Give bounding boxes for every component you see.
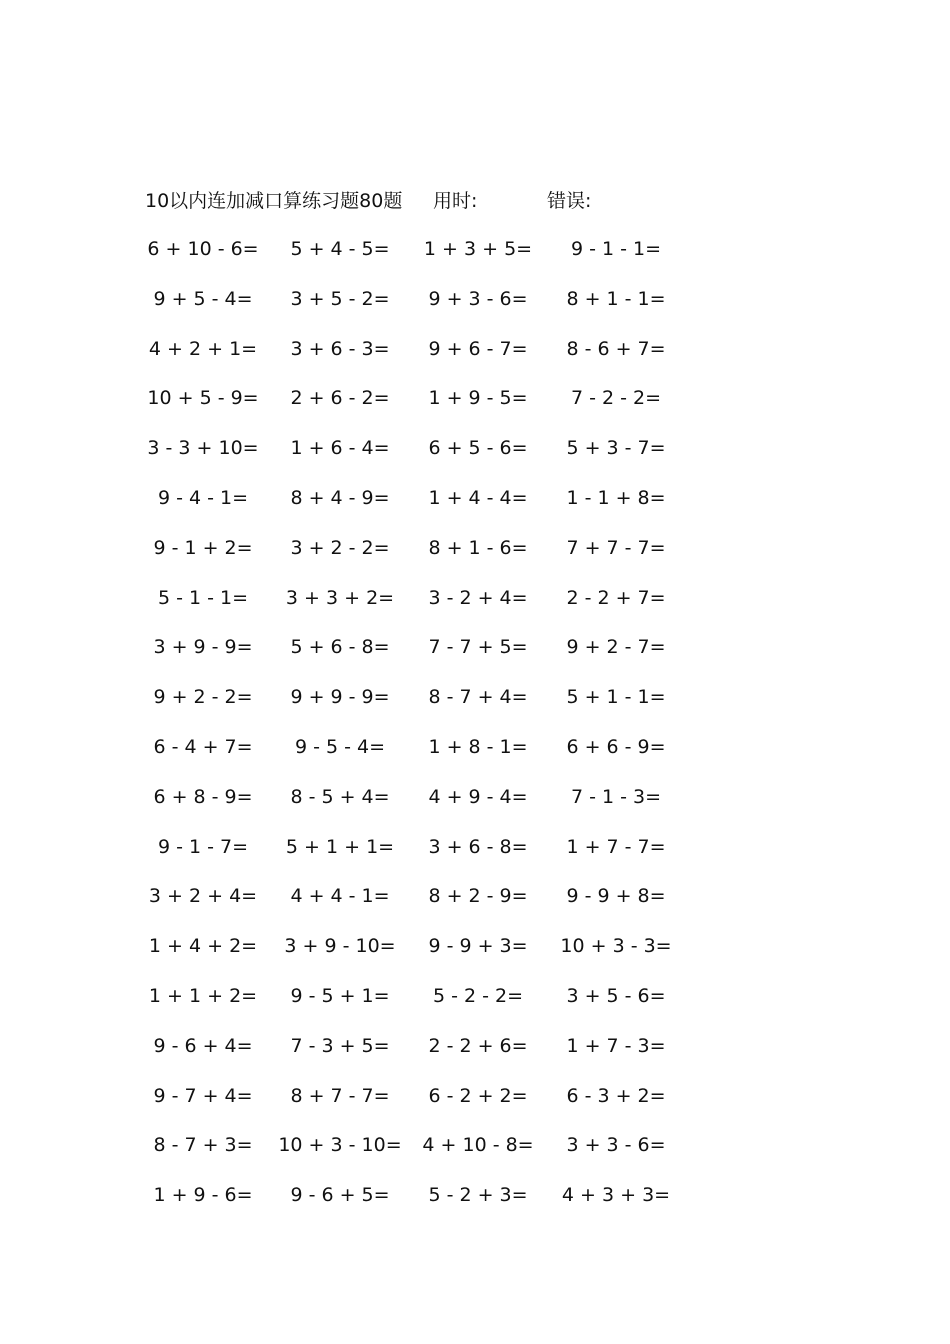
math-problem: 5 - 2 - 2= <box>432 985 524 1007</box>
math-problem: 9 + 6 - 7= <box>428 337 528 360</box>
math-problem: 1 + 1 + 2= <box>148 985 258 1007</box>
math-problem: 3 + 6 - 3= <box>290 337 390 360</box>
math-problem: 8 - 7 + 3= <box>153 1134 253 1157</box>
math-problem: 1 + 8 - 1= <box>428 736 528 758</box>
math-problem: 9 - 4 - 1= <box>157 487 249 509</box>
math-problem: 8 - 7 + 4= <box>428 686 528 709</box>
math-problem: 5 + 4 - 5= <box>290 238 390 260</box>
math-problem: 8 + 1 - 6= <box>428 536 528 559</box>
math-problem: 9 - 1 - 1= <box>570 238 662 260</box>
math-problem: 7 - 1 - 3= <box>570 785 662 808</box>
worksheet-title: 10以内连加减口算练习题80题 <box>145 190 403 212</box>
math-problem: 8 + 1 - 1= <box>566 287 666 310</box>
math-problem: 9 - 9 + 8= <box>566 885 666 908</box>
math-problem: 10 + 5 - 9= <box>147 387 259 410</box>
math-problem: 6 + 8 - 9= <box>153 785 253 808</box>
math-problem: 10 + 3 - 10= <box>278 1134 402 1157</box>
math-problem: 1 + 4 + 2= <box>148 935 258 958</box>
math-problem: 5 + 1 + 1= <box>285 835 395 858</box>
math-problem: 3 + 6 - 8= <box>428 835 528 858</box>
math-problem: 3 + 2 + 4= <box>148 885 258 908</box>
math-problem: 5 + 6 - 8= <box>290 636 390 659</box>
math-problem: 9 + 3 - 6= <box>428 287 528 310</box>
math-problem: 4 + 4 - 1= <box>290 885 390 908</box>
math-problem: 3 + 5 - 2= <box>290 287 390 310</box>
math-problem: 1 + 7 - 3= <box>566 1034 666 1057</box>
math-problem: 5 + 3 - 7= <box>566 437 666 460</box>
math-problem: 9 - 1 + 2= <box>153 536 253 559</box>
math-problem: 9 - 9 + 3= <box>428 935 528 958</box>
time-used-label: 用时: <box>433 190 478 212</box>
math-problem: 6 - 3 + 2= <box>566 1084 666 1107</box>
math-problem: 3 - 3 + 10= <box>147 437 259 460</box>
math-problem: 9 + 5 - 4= <box>153 287 253 310</box>
math-problem: 9 + 2 - 2= <box>153 686 253 709</box>
math-problem: 6 + 5 - 6= <box>428 437 528 460</box>
math-problem: 3 - 2 + 4= <box>428 586 528 609</box>
math-problem: 6 - 4 + 7= <box>153 736 253 758</box>
math-problem: 1 + 6 - 4= <box>290 437 390 460</box>
math-problem: 3 + 9 - 9= <box>153 636 253 659</box>
math-problem: 8 - 6 + 7= <box>566 337 666 360</box>
math-problem: 6 - 2 + 2= <box>428 1084 528 1107</box>
math-problem: 2 - 2 + 7= <box>566 586 666 609</box>
math-problem: 9 - 6 + 5= <box>290 1184 390 1207</box>
math-problem: 9 - 1 - 7= <box>157 835 249 858</box>
math-problem: 7 + 7 - 7= <box>566 536 666 559</box>
math-problem: 4 + 2 + 1= <box>148 337 258 360</box>
math-problem: 3 + 2 - 2= <box>290 536 390 559</box>
errors-label: 错误: <box>547 190 592 212</box>
math-problem: 9 + 9 - 9= <box>290 686 390 709</box>
math-problem: 3 + 3 - 6= <box>566 1134 666 1157</box>
math-problem: 1 + 4 - 4= <box>428 487 528 509</box>
math-problem: 5 + 1 - 1= <box>566 686 666 709</box>
math-problem: 9 - 7 + 4= <box>153 1084 253 1107</box>
math-problem: 4 + 3 + 3= <box>561 1184 671 1207</box>
math-problem: 8 + 7 - 7= <box>290 1084 390 1107</box>
math-problem: 7 - 7 + 5= <box>428 636 528 659</box>
math-problem: 10 + 3 - 3= <box>560 935 672 958</box>
math-problem: 1 + 3 + 5= <box>423 238 533 260</box>
math-problem: 9 - 6 + 4= <box>153 1034 253 1057</box>
math-problem: 7 - 2 - 2= <box>570 387 662 410</box>
math-problem: 9 - 5 + 1= <box>290 985 390 1007</box>
math-problem: 2 - 2 + 6= <box>428 1034 528 1057</box>
math-problem: 4 + 9 - 4= <box>428 785 528 808</box>
math-problem: 2 + 6 - 2= <box>290 387 390 410</box>
math-problem: 9 + 2 - 7= <box>566 636 666 659</box>
math-problem: 3 + 5 - 6= <box>566 985 666 1007</box>
math-problem: 8 - 5 + 4= <box>290 785 390 808</box>
math-problem: 7 - 3 + 5= <box>290 1034 390 1057</box>
math-problem: 1 + 9 - 5= <box>428 387 528 410</box>
math-problem: 5 - 1 - 1= <box>157 586 249 609</box>
math-problem: 9 - 5 - 4= <box>294 736 386 758</box>
math-problem: 6 + 10 - 6= <box>147 238 259 260</box>
math-problem: 3 + 9 - 10= <box>284 935 396 958</box>
math-problem: 8 + 4 - 9= <box>290 487 390 509</box>
math-problem: 1 - 1 + 8= <box>566 487 666 509</box>
math-problem: 6 + 6 - 9= <box>566 736 666 758</box>
math-problem: 5 - 2 + 3= <box>428 1184 528 1207</box>
math-problem: 1 + 9 - 6= <box>153 1184 253 1207</box>
math-problem: 1 + 7 - 7= <box>566 835 666 858</box>
math-problem: 4 + 10 - 8= <box>422 1134 534 1157</box>
math-problem: 3 + 3 + 2= <box>285 586 395 609</box>
math-problem: 8 + 2 - 9= <box>428 885 528 908</box>
